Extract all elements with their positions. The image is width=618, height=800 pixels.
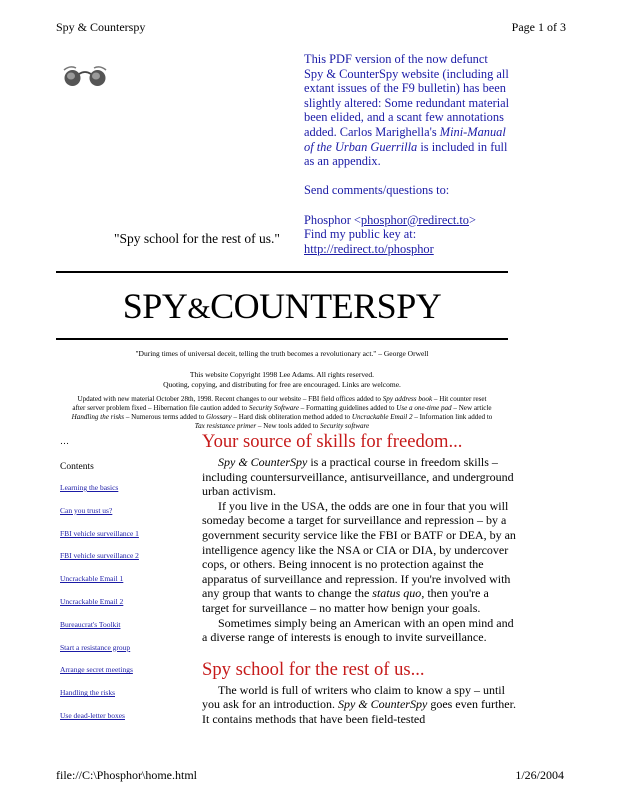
nav-link-fbi-surveillance-1[interactable]: FBI vehicle surveillance 1 [60, 528, 139, 538]
public-key-label: Find my public key at: [304, 227, 417, 242]
main-content [202, 431, 516, 727]
nav-link-uncrackable-email-1[interactable]: Uncrackable Email 1 [60, 574, 124, 584]
update-text: – Numerous terms added to [124, 413, 207, 421]
update-ref: Tax resistance primer [194, 422, 257, 430]
nav-link-fbi-surveillance-2[interactable]: FBI vehicle surveillance 2 [60, 551, 139, 561]
paragraph-text: , then you're a target for surveillance – no matter how benign your goals. [202, 586, 489, 615]
paragraph-text: goes even further. It contains methods that have been field-tested [202, 697, 516, 726]
intro-line: extant issues of the F9 bulletin) has been [304, 81, 506, 96]
page-number: Page 1 of 3 [511, 20, 566, 34]
public-key-line [304, 242, 534, 257]
masthead-ampersand: & [187, 292, 211, 325]
masthead-spy: SPY [122, 286, 188, 326]
intro-notice [304, 52, 534, 256]
nav-link-secret-meetings[interactable]: Arrange secret meetings [60, 665, 133, 675]
update-notes [26, 395, 538, 431]
contact-name: Phosphor < [304, 212, 361, 227]
update-text: – New tools added to [256, 422, 320, 430]
intro-line: Spy & CounterSpy website (including all [304, 66, 509, 81]
send-comments-label: Send comments/questions to: [304, 183, 450, 198]
update-ref: Handling the risks [71, 413, 125, 421]
update-line [26, 422, 538, 431]
update-text: after server problem fixed – Hibernation file caution added to [72, 404, 249, 412]
intro-line: slightly altered: Some redundant material [304, 95, 510, 110]
paragraph [202, 455, 516, 499]
paragraph-text: The world is full of writers who claim to know a spy – until you ask for an introduction. [202, 682, 505, 712]
update-text: – Hard disk obliteration method added to [231, 413, 352, 421]
update-line [26, 395, 538, 404]
section-body [202, 455, 516, 645]
nav-link-handling-risks[interactable]: Handling the risks [60, 688, 115, 698]
section-body [202, 683, 516, 727]
file-path: file://C:\Phosphor\home.html [56, 768, 197, 782]
nav-link-uncrackable-email-2[interactable]: Uncrackable Email 2 [60, 596, 124, 606]
intro-line-part: added. Carlos Marighella's [304, 124, 440, 139]
print-date: 1/26/2004 [515, 768, 564, 782]
sidebar-ellipsis: … [60, 436, 69, 446]
divider [56, 271, 508, 273]
intro-line: This PDF version of the now defunct [304, 52, 488, 66]
brand-name: Spy & CounterSpy [218, 455, 308, 469]
masthead-counterspy: COUNTERSPY [210, 286, 442, 326]
copyright-notice [56, 370, 508, 389]
intro-line: been elided, and a scant few annotations [304, 110, 504, 125]
update-text: Updated with new material October 28th, 1998. Recent changes to our website – FBI field offices added to [77, 395, 383, 403]
copyright-line: This website Copyright 1998 Lee Adams. All rights reserved. [189, 370, 375, 379]
update-ref: Security software [320, 422, 370, 430]
section-heading: Your source of skills for freedom... [202, 431, 463, 452]
update-text: – Formatting guidelines added to [298, 404, 397, 412]
nav-link-resistance-group[interactable]: Start a resistance group [60, 642, 131, 652]
book-title: Mini-Manual [439, 124, 506, 139]
paragraph [202, 683, 516, 727]
intro-line: as an appendix. [304, 154, 381, 169]
intro-line [304, 140, 534, 155]
email-link[interactable]: phosphor@redirect.to [360, 212, 470, 227]
paragraph: Sometimes simply being an American with an open mind and a diverse range of interests is enough to invite surveillance. [202, 615, 514, 645]
update-ref: Use a one-time pad [396, 404, 452, 412]
contact-end: > [469, 212, 477, 227]
document-title: Spy & Counterspy [56, 20, 146, 34]
nav-link-trust-us[interactable]: Can you trust us? [60, 505, 113, 515]
nav-link-bureaucrats-toolkit[interactable]: Bureaucrat's Toolkit [60, 619, 121, 629]
update-ref: Glossary [206, 413, 232, 421]
update-ref: Security Software [248, 404, 299, 412]
orwell-quote: "During times of universal deceit, telling the truth becomes a revolutionary act." – George Orwell [135, 349, 429, 358]
divider [56, 338, 508, 340]
paragraph [202, 499, 516, 616]
update-ref: Spy address book [382, 395, 433, 403]
update-text: – Information link added to [412, 413, 493, 421]
update-line [26, 404, 538, 413]
copyright-line: Quoting, copying, and distributing for free are encouraged. Links are welcome. [163, 379, 401, 389]
update-text: – Hit counter reset [432, 395, 487, 403]
book-title: of the Urban Guerrilla [304, 139, 418, 154]
paragraph-text: is a practical course in freedom skills – including countersurveillance, antisurveillance, and underground urban activism. [202, 455, 514, 499]
tagline: "Spy school for the rest of us." [114, 231, 280, 246]
section-heading: Spy school for the rest of us... [202, 658, 425, 680]
intro-line-part: is included in full [417, 139, 508, 154]
sunglasses-icon [62, 62, 108, 95]
sidebar [60, 436, 190, 734]
contents-heading: Contents [60, 462, 94, 472]
public-key-link[interactable]: http://redirect.to/phosphor [304, 241, 434, 256]
update-text: – New article [451, 404, 492, 412]
emphasis: status quo [372, 586, 422, 601]
paragraph-text: If you live in the USA, the odds are one in four that you will someday become a target for surveillance and repression – by a government security service like the FBI or BATF or DEA, by an intelligence agency like the NSA or CIA or DIA, by undercover cops, or others. Being innocent is no protection against the apparatus of surveillance and repression. If you're involved with any group that wants to change the [202, 498, 516, 601]
nav-link-learning-basics[interactable]: Learning the basics [60, 483, 119, 492]
intro-line [304, 125, 534, 140]
masthead [56, 285, 508, 327]
nav-link-dead-letter-boxes[interactable]: Use dead-letter boxes [60, 710, 125, 720]
update-line [26, 413, 538, 422]
brand-name: Spy & CounterSpy [337, 697, 428, 712]
update-ref: Uncrackable Email 2 [351, 413, 413, 421]
contact-line [304, 213, 534, 228]
